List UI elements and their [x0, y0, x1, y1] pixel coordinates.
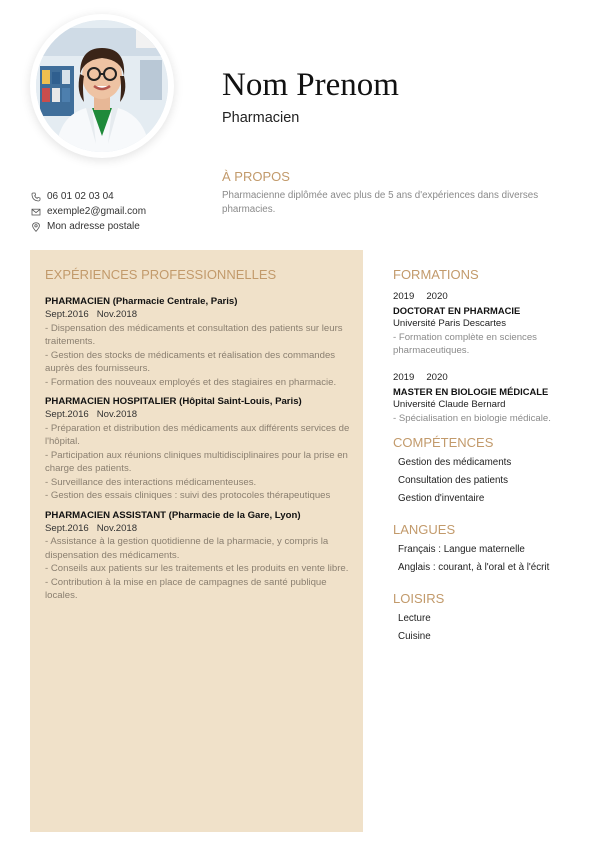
full-name: Nom Prenom — [222, 67, 399, 103]
skills-title: COMPÉTENCES — [393, 435, 494, 450]
languages-list — [398, 541, 549, 577]
formation-start: 2019 — [393, 291, 415, 302]
formation-school: Université Paris Descartes — [393, 318, 507, 329]
experience-task: - Participation aux réunions cliniques multidisciplinaires pour la prise en charge des patients. — [45, 449, 348, 474]
phone-icon — [30, 191, 41, 202]
experience-title: EXPÉRIENCES PROFESSIONNELLES — [45, 267, 277, 282]
hobby-item: Lecture — [398, 613, 431, 624]
formation-years — [393, 371, 578, 385]
language-item: Anglais : courant, à l'oral et à l'écrit — [398, 562, 550, 573]
experience-start: Sept.2016 — [45, 309, 89, 320]
hobbies-list — [398, 610, 431, 646]
formations-title: FORMATIONS — [393, 267, 479, 282]
languages-title: LANGUES — [393, 522, 456, 537]
skill-item: Gestion des médicaments — [398, 457, 512, 468]
language-item: Français : Langue maternelle — [398, 544, 525, 555]
experience-task: - Contribution à la mise en place de campagnes de santé publique locales. — [45, 576, 327, 601]
location-pin-icon — [30, 221, 41, 232]
experience-dates — [45, 308, 353, 322]
experience-start: Sept.2016 — [45, 409, 89, 420]
contact-phone-text: 06 01 02 03 04 — [47, 191, 114, 202]
formation-degree: MASTER EN BIOLOGIE MÉDICALE — [393, 385, 549, 397]
experience-dates — [45, 408, 353, 422]
experience-head: PHARMACIEN (Pharmacie Centrale, Paris) — [45, 296, 238, 307]
experience-end: Nov.2018 — [96, 409, 138, 420]
skill-item: Gestion d'inventaire — [398, 493, 485, 504]
experience-start: Sept.2016 — [45, 522, 89, 534]
hobbies-title: LOISIRS — [393, 591, 445, 606]
formation-start: 2019 — [393, 372, 415, 383]
skills-list — [398, 454, 511, 508]
formation-end: 2020 — [426, 291, 448, 302]
formation-years — [393, 290, 578, 304]
contact-address — [30, 219, 146, 234]
formation-degree: DOCTORAT EN PHARMACIE — [393, 304, 521, 316]
experience-task: - Formation des nouveaux employés et des stagiaires en pharmacie. — [45, 376, 337, 388]
contact-address-text: Mon adresse postale — [47, 221, 140, 232]
contact-email[interactable] — [30, 204, 146, 219]
formation-school: Université Claude Bernard — [393, 399, 506, 410]
job-title: Pharmacien — [222, 110, 300, 126]
experience-task: - Gestion des stocks de médicaments et réalisation des commandes auprès des fournisseurs. — [45, 349, 336, 374]
experience-task: - Préparation et distribution des médicaments aux différents services de l'hôpital. — [45, 422, 350, 447]
formation-item — [393, 371, 578, 425]
skill-item: Consultation des patients — [398, 475, 509, 486]
hobby-item: Cuisine — [398, 631, 431, 642]
profile-photo — [36, 20, 168, 152]
experience-end: Nov.2018 — [96, 309, 138, 320]
experience-task: - Gestion des essais cliniques : suivi des protocoles thérapeutiques — [45, 490, 331, 501]
experience-head: PHARMACIEN HOSPITALIER (Hôpital Saint-Louis, Paris) — [45, 396, 302, 407]
experience-item — [45, 395, 353, 503]
formation-description: - Formation complète en sciences pharmaceutiques. — [393, 331, 537, 356]
experience-end: Nov.2018 — [96, 522, 138, 534]
formation-end: 2020 — [426, 372, 448, 383]
experience-head: PHARMACIEN ASSISTANT (Pharmacie de la Gare, Lyon) — [45, 509, 301, 521]
experience-item — [45, 295, 353, 389]
experience-task: - Assistance à la gestion quotidienne de la pharmacie, y compris la dispensation des médicaments. — [45, 536, 329, 561]
experience-list — [45, 295, 353, 609]
email-icon — [30, 206, 41, 217]
about-text: Pharmacienne diplômée avec plus de 5 ans d'expériences dans diverses pharmacies. — [222, 190, 539, 215]
contact-list — [30, 189, 146, 234]
contact-phone[interactable] — [30, 189, 146, 204]
experience-task: - Surveillance des interactions médicamenteuses. — [45, 476, 257, 488]
contact-email-text: exemple2@gmail.com — [47, 206, 147, 217]
experience-dates — [45, 522, 353, 536]
experience-task: - Conseils aux patients sur les traitements et les produits en vente libre. — [45, 563, 349, 574]
experience-item — [45, 509, 353, 603]
about-title: À PROPOS — [222, 169, 290, 184]
profile-photo-illustration — [36, 20, 168, 152]
formation-description: - Spécialisation en biologie médicale. — [393, 412, 551, 424]
experience-task: - Dispensation des médicaments et consultation des patients sur leurs traitements. — [45, 322, 343, 347]
formation-item — [393, 290, 578, 358]
